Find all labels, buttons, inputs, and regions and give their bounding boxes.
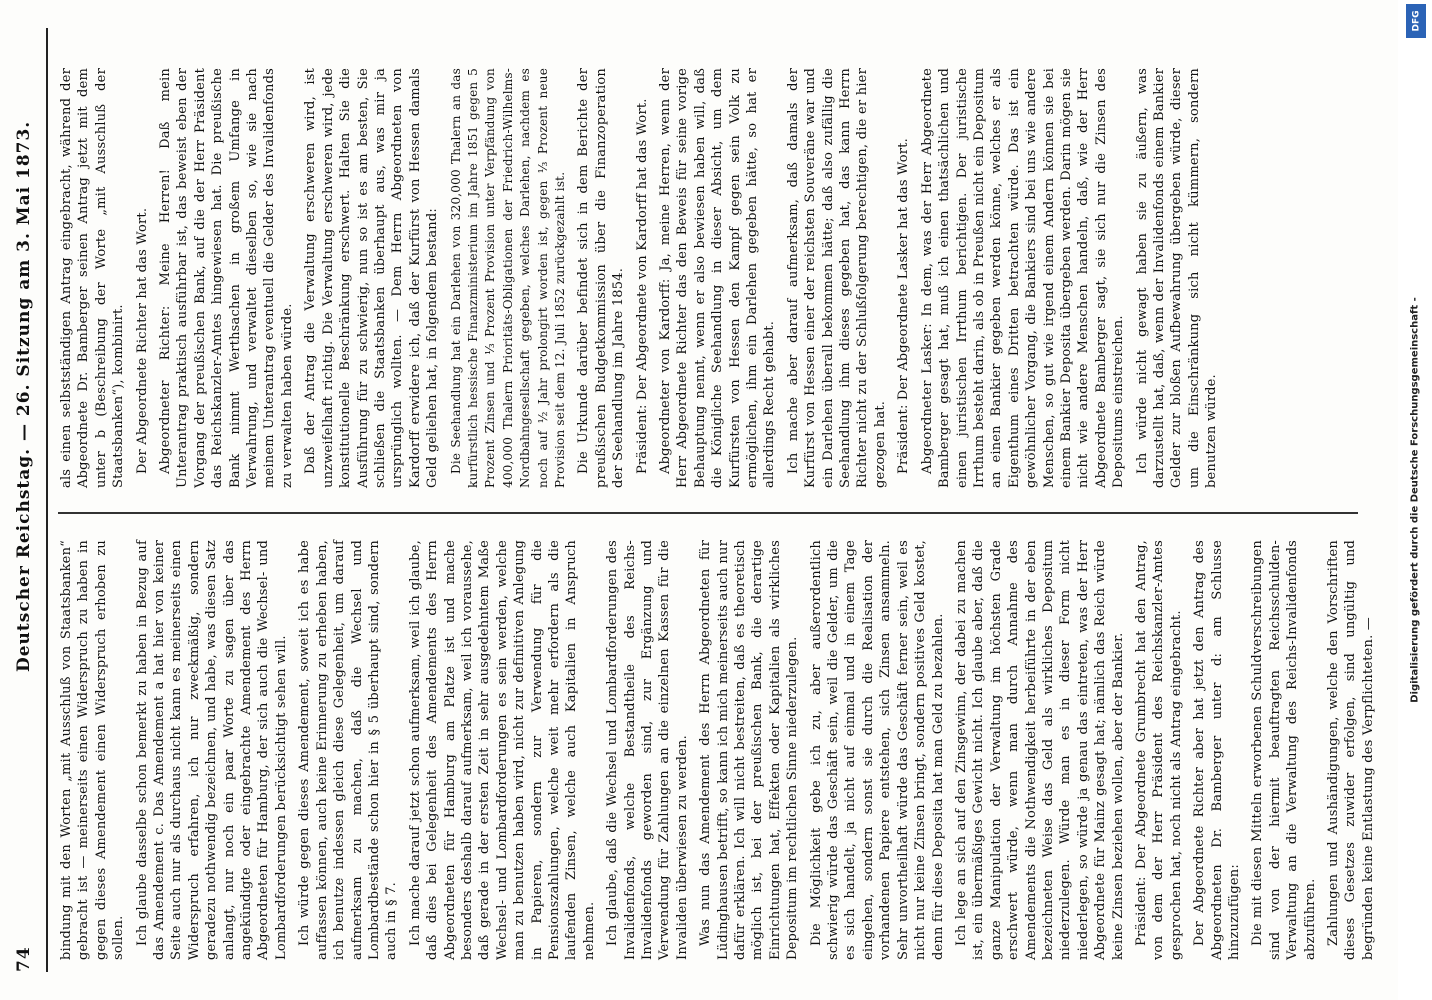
paragraph: Ich würde nicht gewagt haben sie zu äußern, was darzustellt hat, daß, wenn der Invalidenfonds einem Bankier Gelder zur bloßen Aufbewahrung übergeben würde, dieser um die Einschränkung sich nicht kümmern, sondern benutzen würde.: [1134, 68, 1220, 488]
paragraph: Ich glaube, daß die Wechsel und Lombardforderungen des Invalidenfonds, welche Bestandtheile des Reichs-Invalidenfonds geworden sind, zur Ergänzung und Verwendung für Zahlungen an die einzelnen Kassen für die Invaliden überwiesen zu werden.: [605, 540, 690, 960]
paragraph: Die Möglichkeit gebe ich zu, aber außerordentlich schwierig würde das Geschäft sein, weil die Gelder, um die es sich handelt, ja nicht auf einmal und in einem Tage eingehen, sondern sonst sie durch die Realisation der vorhandenen Papiere entstehen, sich Zinsen ansammeln. Sehr unvortheilhaft würde das Geschäft ferner sein, weil es nicht nur keine Zinsen bringt, sondern positives Geld kostet, denn für diese Deposita hat man Geld zu bezahlen.: [808, 540, 946, 960]
dfg-logo-text: DFG: [1411, 10, 1422, 32]
running-title: Deutscher Reichstag. — 26. Sitzung am 3. Mai 1873.: [14, 120, 34, 672]
dfg-logo: [1406, 4, 1426, 38]
speaker-paragraph: Präsident: Der Abgeordnete von Kardorff hat das Wort.: [634, 98, 650, 474]
paragraph: Der Abgeordnete Richter aber hat jetzt den Antrag des Abgeordneten Dr. Bamberger unter d: am Schlusse hinzuzufügen:: [1192, 540, 1242, 960]
speaker-paragraph: Präsident: Der Abgeordnete Grumbrecht hat den Antrag, von dem der Herr Präsident des Reichskanzler-Amtes gesprochen hat, noch nicht als Antrag eingebracht.: [1133, 540, 1184, 960]
quoted-document: Die Seehandlung hat ein Darlehen von 320,000 Thalern an das kurfürstlich hessische Finanzministerium im Jahre 1851 gegen 5 Prozent Zinsen und ⅓ Prozent Provision unter Verpfändung von 400,000 Thalern Prioritäts-Obligationen der Friedrich-Wilhelms-Nordbahngesellschaft gegeben, welches Darlehen, nachdem es noch auf ½ Jahr prolongirt worden ist, gegen ⅓ Prozent neue Provision seit dem 12. Juli 1852 zurückgezahlt ist.: [448, 68, 567, 488]
paragraph: Daß der Antrag die Verwaltung erschweren wird, ist unzweifelhaft richtig. Die Verwaltung erschweren wird, jede konstitutionelle Beschränkung erschwert. Halten Sie die Ausführung für zu schwierig, nun so ist es am besten, Sie schließen die Staatsbanken überhaupt aus, was mir ja ursprünglich wollten. — Dem Herrn Abgeordneten von Kardorff erwidere ich, daß der Kurfürst von Hessen damals Geld geliehen hat, in folgendem bestand:: [303, 68, 441, 488]
paragraph: Ich mache darauf jetzt schon aufmerksam, weil ich glaube, daß dies bei Gelegenheit des Amendements des Herrn Abgeordneten für Hamburg am Platze ist und mache besonders deshalb darauf aufmerksam, weil ich voraussehe, daß gerade in der ersten Zeit in sehr ausgedehntem Maße Wechsel- und Lombardforderungen es sein werden, welche man zu benutzen haben wird, nicht zur definitiven Anlegung in Papieren, sondern zur Verwendung für die Pensionszahlungen, welche weit mehr erfordern als die laufenden Zinsen, welche auch Kapitalien in Anspruch nehmen.: [407, 540, 597, 960]
paragraph: Ich glaube dasselbe schon bemerkt zu haben in Bezug auf das Amendement c. Das Amendement a hat hier von keiner Seite auch nur als durchaus nicht kann es meinerseits einen Widerspruch erfahren, ich nur zweckmäßig, sondern geradezu nothwendig bezeichnen, und habe, was diesen Satz anlangt, nur noch ein paar Worte zu sagen über das angekündigte oder eingebrachte Amendement des Herrn Abgeordneten für Hamburg, der sich auch die Wechsel- und Lombardforderungen berücksichtigt sehen will.: [134, 540, 289, 960]
column-divider: [58, 512, 1358, 514]
header-rule: [46, 28, 48, 972]
paragraph: Der Abgeordnete Richter hat das Wort.: [134, 207, 150, 474]
speaker-paragraph: Präsident: Der Abgeordnete Lasker hat das Wort.: [896, 138, 912, 474]
paragraph: Ich würde gegen dieses Amendement, soweit ich es habe auffassen können, auch keine Erinnerung zu erheben haben, ich benutze indessen gleich diese Gelegenheit, um darauf aufmerksam zu machen, daß die Wechsel und Lombardbestände schon hier in § 5 überhaupt sind, sondern auch in § 7.: [297, 540, 400, 960]
paragraph: Ich lege an sich auf den Zinsgewinn, der dabei zu machen ist, ein übermäßiges Gewicht nicht. Ich glaube aber, daß die ganze Manipulation der Verwaltung im höchsten Grade erschwert würde, wenn man durch Annahme des Amendements die Nothwendigkeit herbeiführte in der eben bezeichneten Weise das Geld als wirkliches Depositum niederzulegen. Würde man es in dieser Form nicht niederlegen, so würde ja genau das eintreten, was der Herr Abgeordnete für Mainz gesagt hat; nämlich das Reich würde keine Zinsen beziehen wollen, aber der Bankier.: [953, 540, 1126, 960]
paragraph: bindung mit den Worten „mit Ausschluß von Staatsbanken“ gebracht ist — meinerseits einen Widerspruch zu haben in gegen dieses Amendement einen Widerspruch erhoben zu sollen.: [59, 540, 127, 960]
page-header: [4, 28, 44, 972]
speaker-paragraph: Abgeordneter Lasker: In dem, was der Herr Abgeordnete Bamberger gesagt hat, muß ich einen thatsächlichen und einen juristischen Irrthum berichtigen. Der juristische Irrthum besteht darin, als ob in Preußen nicht ein Depositum an einen Bankier gegeben werden könne, welches er als Eigenthum eines Dritten betrachten würde. Das ist ein gewöhnlicher Vorgang, die Bankiers sind bei uns wie andere Menschen, so gut wie irgend einem Andern können sie bei einem Bankier Deposita übergeben werden. Darin mögen sie nicht wie andere Menschen handeln, daß, wie der Herr Abgeordnete Bamberger sagt, sie sich nur die Zinsen des Depositums einstreichen.: [919, 68, 1127, 488]
paragraph: als einen selbstständigen Antrag eingebracht, während der Abgeordnete Dr. Bamberger seinen Antrag jetzt mit dem unter b (Beschreibung der Worte „mit Ausschluß der Staatsbanken“), kombinirt.: [59, 68, 127, 488]
paragraph: Die Urkunde darüber befindet sich in dem Berichte der preußischen Budgetkommission über die Finanzoperation der Seehandlung im Jahre 1854.: [576, 68, 627, 488]
quoted-amendment: Die mit diesen Mitteln erworbenen Schuldverschreibungen sind von der hiermit beauftragten Reichsschulden-Verwaltung an die Verwaltung des Reichs-Invalidenfonds abzuführen.: [1250, 540, 1318, 960]
digitisation-credit: Digitalisierung gefördert durch die Deutsche Forschungsgemeinschaft -: [1409, 297, 1421, 703]
right-column: [58, 68, 1227, 488]
left-column: [58, 540, 1383, 960]
paragraph: Ich mache aber darauf aufmerksam, daß damals der Kurfürst von Hessen einer der reichsten Souveräne war und ein Darlehen überall bekommen hätte; daß also zufällig die Seehandlung ihm dieses gegeben hat, das kann Herrn Richter nicht zu der Schlußfolgerung berechtigen, die er hier gezogen hat.: [785, 68, 888, 488]
page-number: 74: [14, 946, 34, 972]
paragraph: Was nun das Amendement des Herrn Abgeordneten für Lüdinghausen betrifft, so kann ich mich meinerseits auch nur dafür erklären. Ich will nicht bestreiten, daß es theoretisch möglich ist, bei der preußischen Bank, die derartige Einrichtungen hat, Effekten oder Kapitalien als wirkliches Depositum im rechtlichen Sinne niederzulegen.: [698, 540, 801, 960]
speaker-paragraph: Abgeordneter von Kardorff: Ja, meine Herren, wenn der Herr Abgeordnete Richter das den Beweis für seine vorige Behauptung nennt, wenn er also bewiesen haben will, daß die Königliche Seehandlung in dieser Absicht, um dem Kurfürsten von Hessen den Kampf gegen sein Volk zu ermöglichen, ihm ein Darlehen gegeben hätte, so hat er allerdings Recht gehabt.: [658, 68, 778, 488]
quoted-amendment: Zahlungen und Aushändigungen, welche den Vorschriften dieses Gesetzes zuwider erfolgen, sind ungültig und begründen keine Entlastung des Verpflichteten. —: [1326, 540, 1376, 960]
speaker-paragraph: Abgeordneter Richter: Meine Herren! Daß mein Unterantrag praktisch ausführbar ist, das beweist eben der Vorgang der preußischen Bank, auf die der Herr Präsident das Reichskanzler-Amtes hingewiesen hat. Die preußische Bank nimmt Werthsachen in großem Umfange in Verwahrung, und verwaltet dieselben so, wie sie nach meinem Unterantrag eventuell die Gelder des Invalidenfonds zu verwalten haben würde.: [158, 68, 295, 488]
